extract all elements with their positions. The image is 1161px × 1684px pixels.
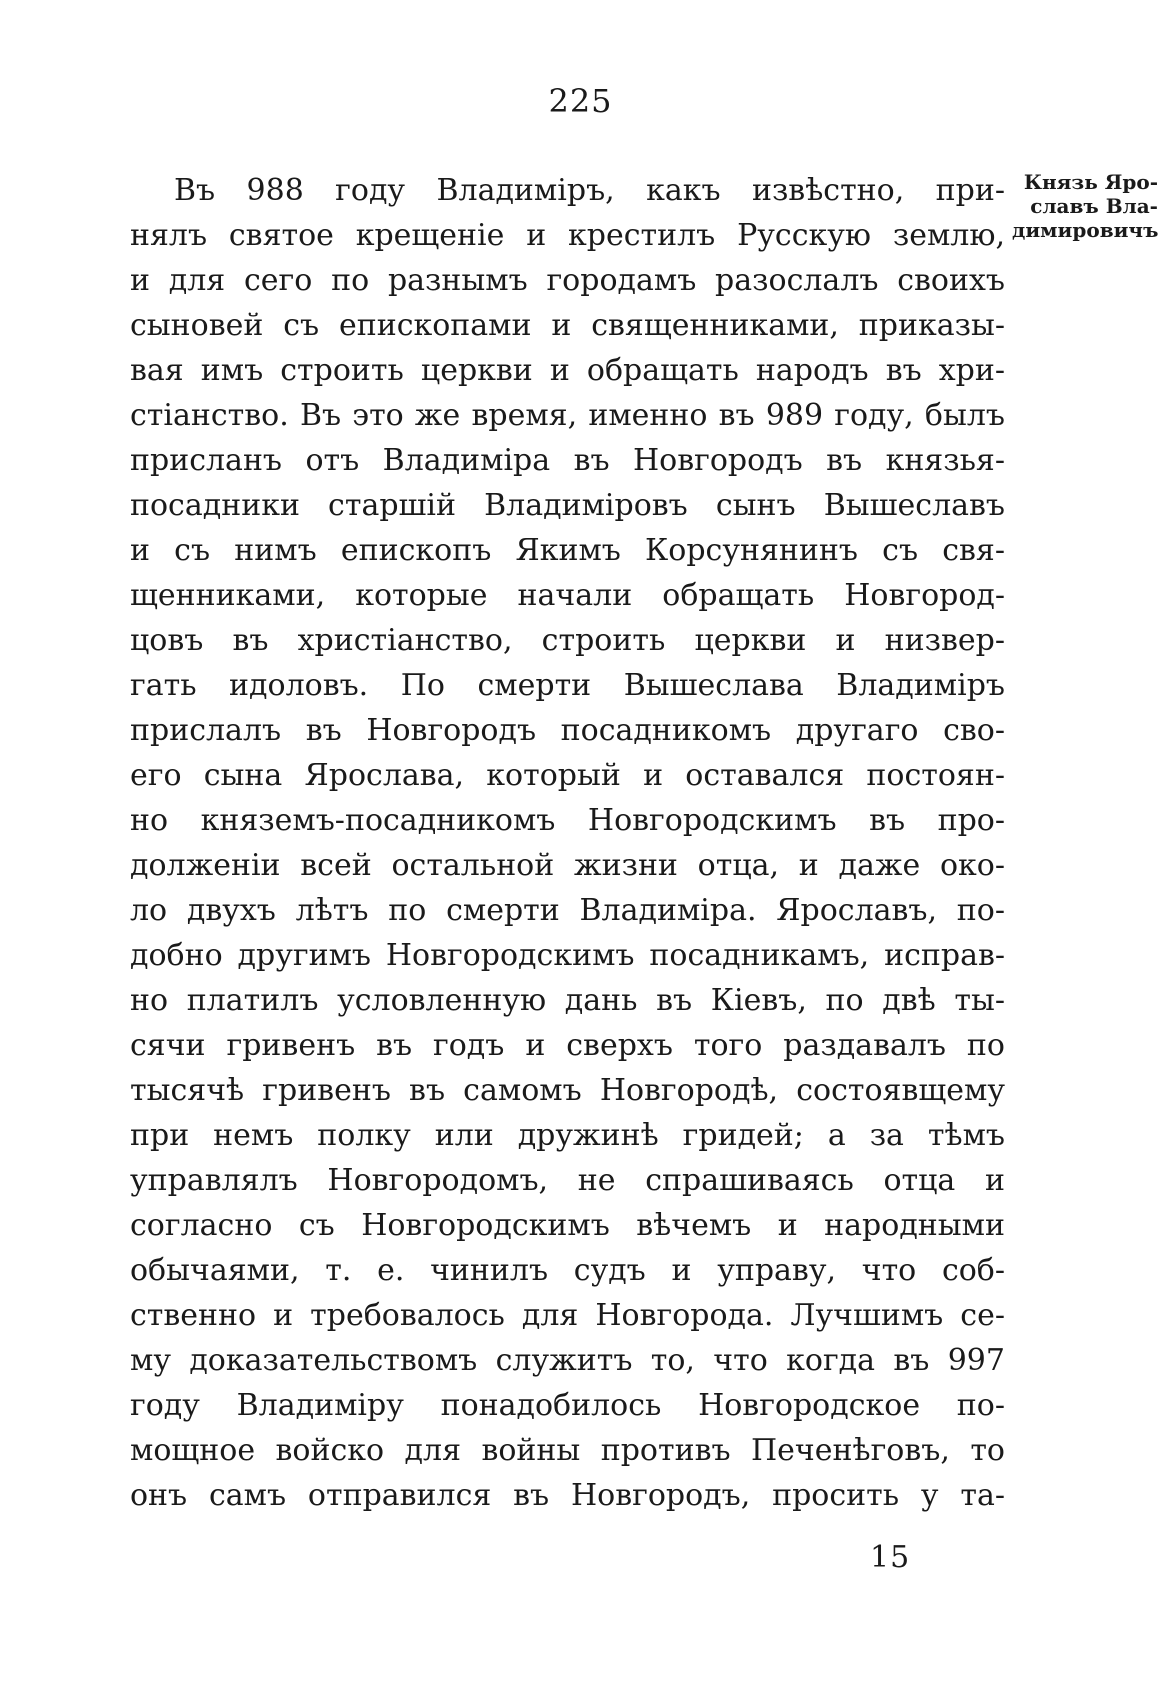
text-line: му доказательствомъ служитъ то, что когда въ 997 bbox=[130, 1343, 1005, 1378]
text-line: щенниками, которые начали обращать Новгород- bbox=[130, 578, 1005, 613]
text-line: Въ 988 году Владиміръ, какъ извѣстно, при- bbox=[174, 173, 1005, 208]
text-line: стіанство. Въ это же время, именно въ 989 году, былъ bbox=[130, 398, 1005, 433]
text-line: управлялъ Новгородомъ, не спрашиваясь отца и bbox=[130, 1163, 1005, 1198]
text-line: тысячѣ гривенъ въ самомъ Новгородѣ, состоявщему bbox=[130, 1073, 1005, 1108]
text-line: сячи гривенъ въ годъ и сверхъ того раздавалъ по bbox=[130, 1028, 1005, 1063]
text-line: присланъ отъ Владиміра въ Новгородъ въ князья- bbox=[130, 443, 1005, 478]
text-line: его сына Ярослава, который и оставался постоян- bbox=[130, 758, 1005, 793]
text-line: онъ самъ отправился въ Новгородъ, просить у та- bbox=[130, 1478, 1005, 1513]
text-line: ло двухъ лѣтъ по смерти Владиміра. Ярославъ, по- bbox=[130, 893, 1005, 928]
text-line: ственно и требовалось для Новгорода. Лучшимъ се- bbox=[130, 1298, 1005, 1333]
signature-mark: 15 bbox=[870, 1540, 911, 1575]
text-line: нялъ святое крещеніе и крестилъ Русскую землю, bbox=[130, 218, 1005, 253]
text-line: году Владиміру понадобилось Новгородское по- bbox=[130, 1388, 1005, 1423]
text-line: сыновей съ епископами и священниками, приказы- bbox=[130, 308, 1005, 343]
text-line: цовъ въ христіанство, строить церкви и низвер- bbox=[130, 623, 1005, 658]
text-line: согласно съ Новгородскимъ вѣчемъ и народными bbox=[130, 1208, 1005, 1243]
text-line: мощное войско для войны противъ Печенѣговъ, то bbox=[130, 1433, 1005, 1468]
text-line: гать идоловъ. По смерти Вышеслава Владиміръ bbox=[130, 668, 1005, 703]
text-line: и для сего по разнымъ городамъ разослалъ своихъ bbox=[130, 263, 1005, 298]
text-line: добно другимъ Новгородскимъ посадникамъ, исправ- bbox=[130, 938, 1005, 973]
marginal-note bbox=[1012, 170, 1158, 242]
text-line: обычаями, т. е. чинилъ судъ и управу, что соб- bbox=[130, 1253, 1005, 1288]
text-line: долженіи всей остальной жизни отца, и даже око- bbox=[130, 848, 1005, 883]
page-number: 225 bbox=[548, 82, 613, 120]
text-line: но княземъ-посадникомъ Новгородскимъ въ про- bbox=[130, 803, 1005, 838]
text-line: но платилъ условленную дань въ Кіевъ, по двѣ ты- bbox=[130, 983, 1005, 1018]
body-text bbox=[130, 168, 1005, 1518]
text-line: и съ нимъ епископъ Якимъ Корсунянинъ съ свя- bbox=[130, 533, 1005, 568]
text-line: прислалъ въ Новгородъ посадникомъ другаго сво- bbox=[130, 713, 1005, 748]
text-line: посадники старшій Владиміровъ сынъ Вышеславъ bbox=[130, 488, 1005, 523]
text-line: при немъ полку или дружинѣ гридей; а за тѣмъ bbox=[130, 1118, 1005, 1153]
text-line: вая имъ строить церкви и обращать народъ въ хри- bbox=[130, 353, 1005, 388]
marginal-note-line: димировичъ bbox=[1012, 218, 1159, 242]
marginal-note-line: Князь Яро- bbox=[1023, 170, 1158, 194]
marginal-note-line: славъ Вла- bbox=[1030, 194, 1158, 218]
